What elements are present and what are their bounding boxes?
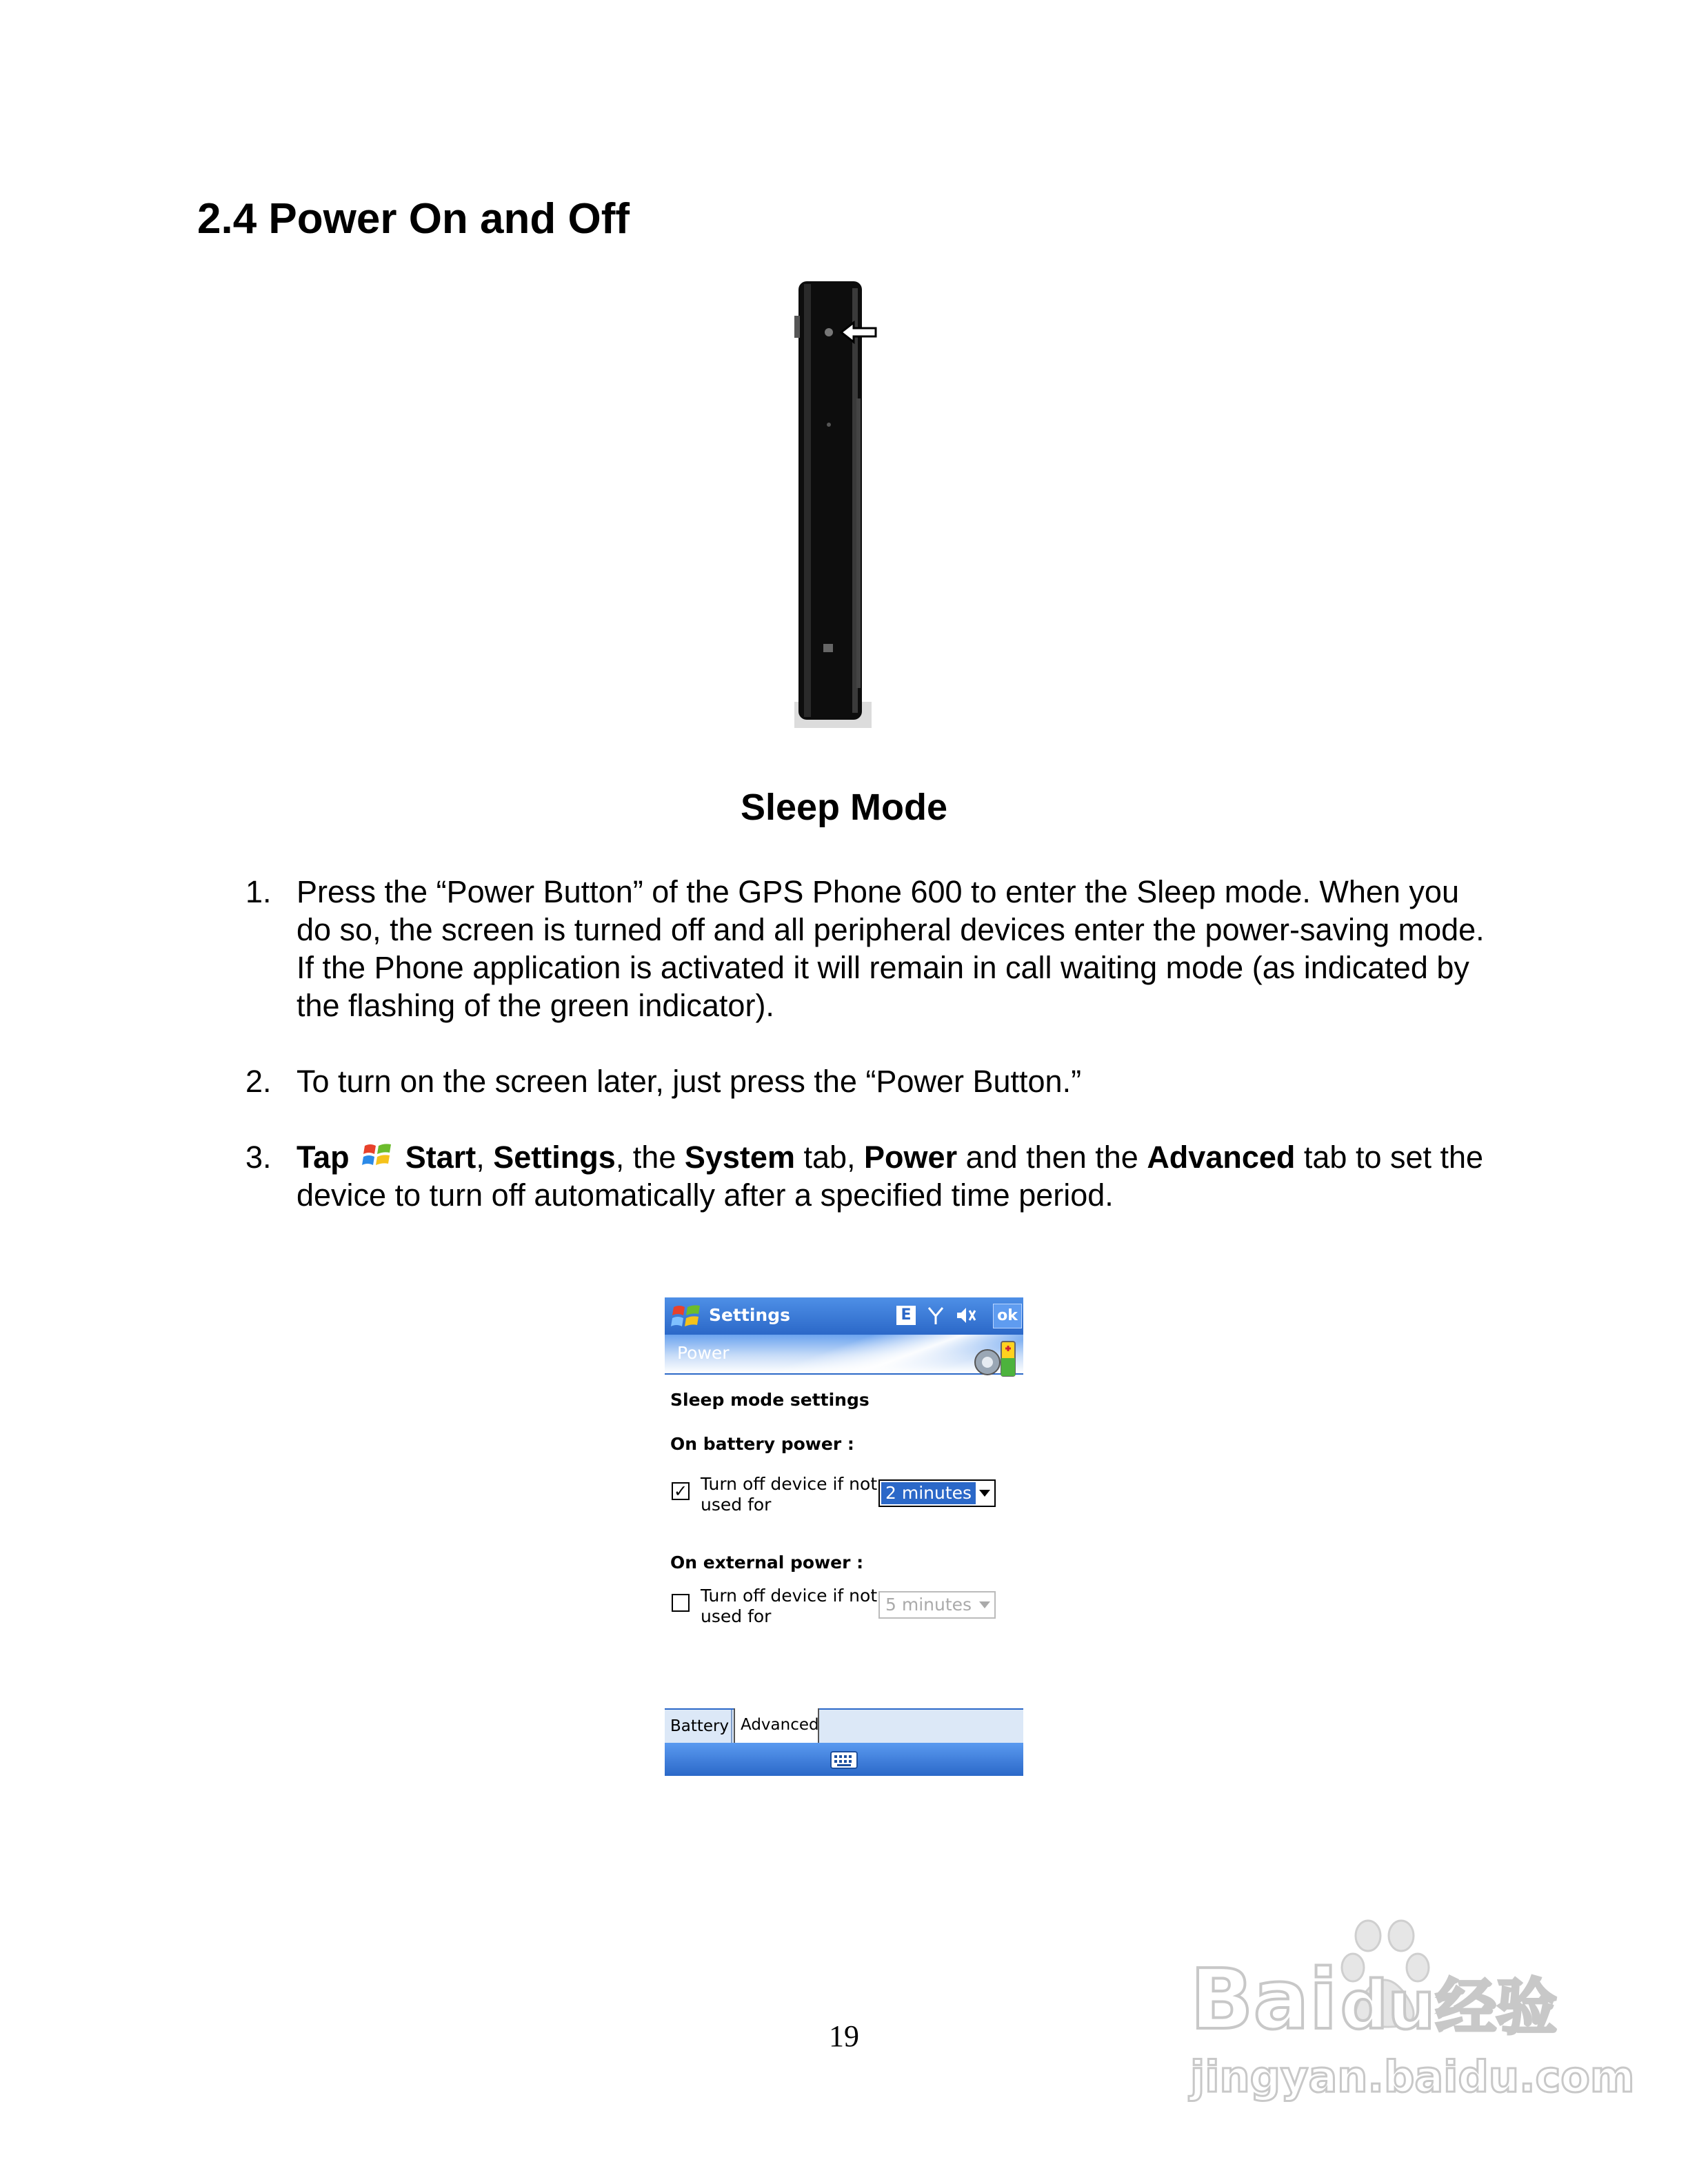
- power-settings-screenshot: [665, 1297, 1023, 1776]
- battery-timeout-select[interactable]: [878, 1479, 996, 1507]
- watermark-brand: Bai: [1190, 1952, 1338, 2048]
- windows-start-icon[interactable]: [669, 1303, 703, 1331]
- step-number: 3.: [245, 1140, 272, 1175]
- sleep-settings-label: Sleep mode settings: [670, 1390, 870, 1410]
- external-timeout-select[interactable]: [878, 1591, 996, 1619]
- windows-start-icon: [361, 1142, 394, 1169]
- chevron-down-icon: [979, 1490, 990, 1497]
- chevron-down-icon: [979, 1601, 990, 1608]
- step-settings-word: Settings: [493, 1140, 616, 1175]
- external-timeout-value: 5 minutes: [885, 1595, 972, 1615]
- step-advanced-word: Advanced: [1147, 1140, 1296, 1175]
- external-power-label: On external power :: [670, 1553, 864, 1573]
- step-text-fragment: tab to set the device to turn off automatically after a specified time period.: [297, 1140, 1484, 1213]
- sleep-mode-heading: Sleep Mode: [740, 787, 948, 828]
- step-text: Press the “Power Button” of the GPS Phone 600 to enter the Sleep mode. When you do so, the screen is turned off and all peripheral devices enter the power-saving mode. If the Phone application is activated it will remain in call waiting mode (as indicated by the flashing of the green indicator).: [297, 874, 1485, 1023]
- ok-button[interactable]: ok: [993, 1304, 1022, 1328]
- tab-battery[interactable]: Battery: [665, 1710, 732, 1743]
- power-settings-icon: [967, 1337, 1022, 1386]
- step-item: [245, 1138, 1487, 1214]
- svg-text:经验: 经验: [1436, 1972, 1558, 2043]
- step-text-fragment: , the: [615, 1140, 685, 1175]
- external-turnoff-checkbox[interactable]: [672, 1594, 690, 1612]
- step-item: [245, 873, 1487, 1024]
- step-text-fragment: tab,: [794, 1140, 865, 1175]
- section-title: 2.4 Power On and Off: [197, 195, 630, 243]
- step-number: 2.: [245, 1064, 272, 1099]
- step-text: To turn on the screen later, just press the “Power Button.”: [297, 1064, 1082, 1099]
- tab-advanced[interactable]: Advanced: [734, 1708, 819, 1744]
- signal-icon[interactable]: [924, 1304, 947, 1327]
- soft-keyboard-bar: [665, 1743, 1023, 1776]
- step-text-fragment: ,: [476, 1140, 494, 1175]
- steps-list: [245, 873, 1487, 1252]
- page-number: 19: [829, 2019, 859, 2053]
- external-checkbox-label-2: used for: [701, 1606, 772, 1626]
- keyboard-icon[interactable]: [830, 1751, 858, 1769]
- page-banner: [665, 1335, 1023, 1375]
- step-text-fragment: and then the: [957, 1140, 1147, 1175]
- device-side-photo: [793, 274, 876, 729]
- battery-turnoff-checkbox[interactable]: ✓: [672, 1482, 690, 1500]
- step-system-word: System: [684, 1140, 795, 1175]
- power-button: [825, 328, 833, 336]
- tab-bar: [665, 1708, 1023, 1744]
- external-checkbox-label: Turn off device if not: [701, 1586, 878, 1606]
- title-bar: [665, 1297, 1023, 1335]
- step-number: 1.: [245, 874, 272, 909]
- step-start-word: Start: [405, 1140, 476, 1175]
- battery-power-label: On battery power :: [670, 1434, 854, 1454]
- step-tap-word: Tap: [297, 1140, 350, 1175]
- svg-text:du: du: [1340, 1967, 1436, 2044]
- baidu-watermark-logo: [1190, 1911, 1635, 2118]
- edge-status-icon[interactable]: E: [896, 1306, 916, 1325]
- battery-checkbox-label: Turn off device if not: [701, 1474, 878, 1494]
- watermark-url: jingyan.baidu.com: [1190, 2052, 1635, 2102]
- battery-checkbox-label-2: used for: [701, 1495, 772, 1515]
- app-title: Settings: [709, 1305, 791, 1325]
- page-label: Power: [677, 1343, 730, 1363]
- battery-timeout-value: 2 minutes: [881, 1482, 976, 1504]
- step-item: [245, 1062, 1487, 1100]
- speaker-icon[interactable]: [954, 1304, 978, 1327]
- step-power-word: Power: [864, 1140, 958, 1175]
